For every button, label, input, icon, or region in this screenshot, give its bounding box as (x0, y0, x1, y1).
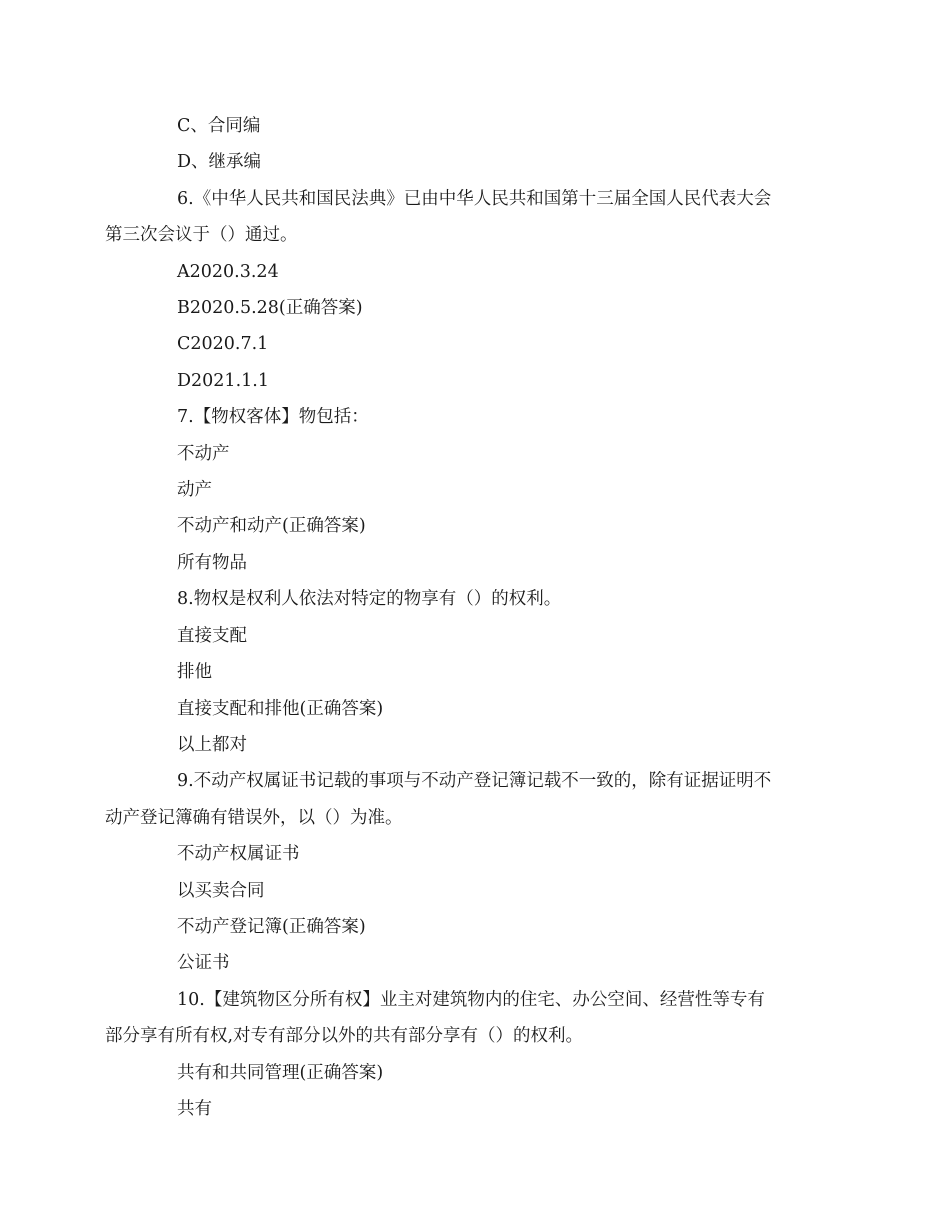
document-body (105, 108, 813, 1127)
question-7: 7.【物权客体】物包括： (177, 407, 369, 428)
question-9 (105, 763, 813, 836)
question-8-option-2: 排他 (177, 662, 212, 683)
question-8-option-3: 直接支配和排他(正确答案) (177, 698, 384, 719)
question-9-option-3: 不动产登记簿(正确答案) (177, 916, 366, 937)
question-6-line-1: 6.《中华人民共和国民法典》已由中华人民共和国第十三届全国人民代表大会 (177, 188, 772, 209)
question-9-line-2: 动产登记簿确有错误外，以（）为准。 (105, 807, 403, 828)
question-8-option-1: 直接支配 (177, 625, 247, 646)
question-9-option-2: 以买卖合同 (177, 880, 265, 901)
question-6 (105, 181, 813, 254)
question-6-option-a: A2020.3.24 (177, 261, 279, 282)
question-10-option-2: 共有 (177, 1098, 212, 1119)
question-10 (105, 982, 813, 1055)
question-9-option-4: 公证书 (177, 953, 230, 974)
question-9-option-1: 不动产权属证书 (177, 844, 300, 865)
question-10-line-2: 部分享有所有权,对专有部分以外的共有部分享有（）的权利。 (105, 1026, 584, 1047)
question-6-option-d: D2021.1.1 (177, 370, 269, 391)
question-9-line-1: 9.不动产权属证书记载的事项与不动产登记簿记载不一致的，除有证据证明不 (177, 771, 772, 792)
question-6-option-c: C2020.7.1 (177, 334, 269, 355)
question-8: 8.物权是权利人依法对特定的物享有（）的权利。 (177, 589, 562, 610)
question-7-option-4: 所有物品 (177, 552, 247, 573)
question-8-option-4: 以上都对 (177, 734, 247, 755)
question-7-option-1: 不动产 (177, 443, 230, 464)
question-10-line-1: 10.【建筑物区分所有权】业主对建筑物内的住宅、办公空间、经营性等专有 (177, 989, 765, 1010)
question-10-option-1: 共有和共同管理(正确答案) (177, 1062, 384, 1083)
question-6-option-b: B2020.5.28(正确答案) (177, 298, 363, 319)
question-7-option-3: 不动产和动产(正确答案) (177, 516, 366, 537)
question-6-line-2: 第三次会议于（）通过。 (105, 225, 298, 246)
question-7-option-2: 动产 (177, 480, 212, 501)
option-d-prev: D、继承编 (177, 152, 262, 173)
option-c-prev: C、合同编 (177, 116, 261, 136)
